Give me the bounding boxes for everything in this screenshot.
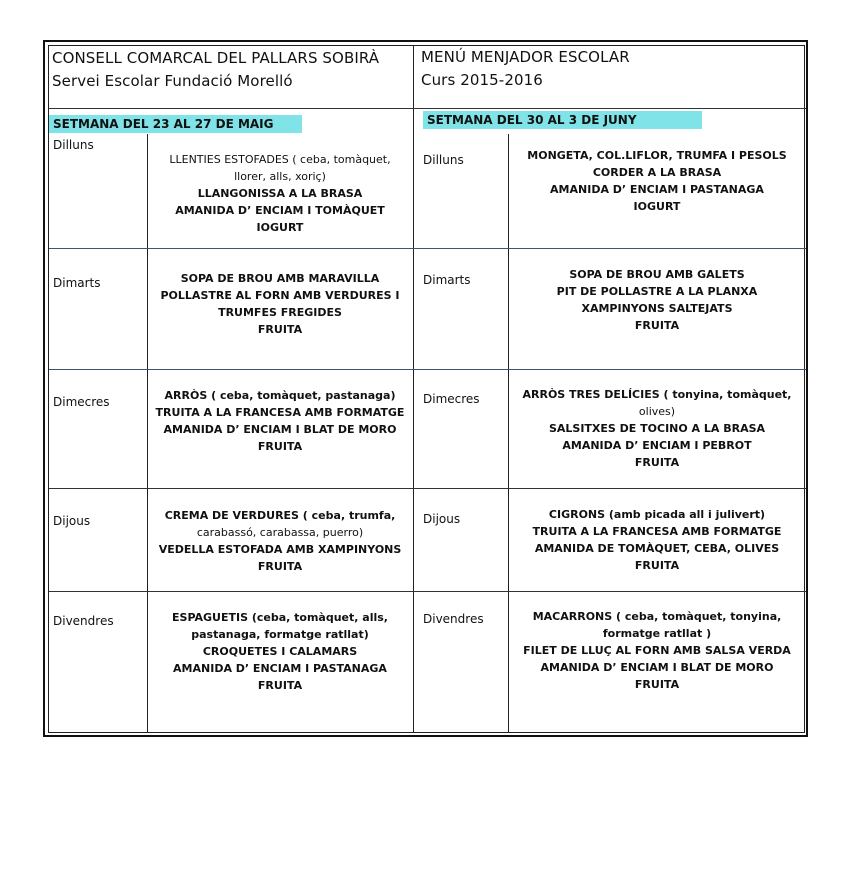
menu-cell [148, 151, 412, 236]
day-label: Dijous [423, 512, 461, 526]
menu-line: TRUITA A LA FRANCESA AMB FORMATGE [155, 406, 405, 419]
menu-line: ESPAGUETIS (ceba, tomàquet, alls, [172, 611, 388, 624]
day-label: Dimecres [423, 392, 480, 406]
menu-cell [148, 270, 412, 338]
header-separator [49, 108, 806, 109]
menu-cell [509, 386, 805, 471]
week-1-title: SETMANA DEL 23 AL 27 DE MAIG [49, 115, 302, 133]
menu-line: FRUITA [257, 440, 303, 453]
row-separator [49, 488, 806, 489]
row-separator [49, 591, 806, 592]
menu-line: LLANGONISSA A LA BRASA [197, 187, 363, 200]
menu-cell [148, 609, 412, 694]
menu-line: XAMPINYONS SALTEJATS [581, 302, 733, 315]
school-service: Servei Escolar Fundació Morelló [52, 72, 293, 90]
menu-line: AMANIDA D’ ENCIAM I PASTANAGA [173, 662, 387, 675]
day-label: Dimarts [53, 276, 101, 290]
menu-line: POLLASTRE AL FORN AMB VERDURES I [160, 289, 400, 302]
menu-line: MONGETA, COL.LIFLOR, TRUMFA I PESOLS [527, 149, 787, 162]
menu-line: olives) [638, 405, 676, 418]
council-name: CONSELL COMARCAL DEL PALLARS SOBIRÀ [52, 49, 380, 67]
menu-line: PIT DE POLLASTRE A LA PLANXA [556, 285, 758, 298]
menu-line: AMANIDA D’ ENCIAM I PEBROT [562, 439, 752, 452]
menu-line: SOPA DE BROU AMB GALETS [569, 268, 745, 281]
menu-line: ARRÒS TRES DELÍCIES ( tonyina, tomàquet, [522, 388, 792, 401]
week-2-title: SETMANA DEL 30 AL 3 DE JUNY [423, 111, 702, 129]
menu-line: FRUITA [634, 456, 680, 469]
menu-cell [148, 507, 412, 575]
day-label: Divendres [423, 612, 484, 626]
menu-line: TRUITA A LA FRANCESA AMB FORMATGE [532, 525, 782, 538]
menu-line: TRUMFES FREGIDES [218, 306, 342, 319]
menu-line: AMANIDA D’ ENCIAM I BLAT DE MORO [540, 661, 774, 674]
menu-line: AMANIDA D’ ENCIAM I TOMÀQUET [175, 204, 385, 217]
menu-line: formatge ratllat ) [602, 627, 712, 640]
menu-line: FILET DE LLUÇ AL FORN AMB SALSA VERDA [523, 644, 791, 657]
menu-cell [148, 387, 412, 455]
day-label: Dilluns [423, 153, 464, 167]
menu-line: IOGURT [633, 200, 681, 213]
menu-line: FRUITA [634, 559, 680, 572]
menu-line: AMANIDA DE TOMÀQUET, CEBA, OLIVES [534, 542, 780, 555]
menu-line: SOPA DE BROU AMB MARAVILLA [180, 272, 380, 285]
menu-line: MACARRONS ( ceba, tomàquet, tonyina, [532, 610, 782, 623]
day-label: Dijous [53, 514, 91, 528]
menu-line: LLENTIES ESTOFADES ( ceba, tomàquet, [169, 153, 391, 166]
menu-line: FRUITA [634, 678, 680, 691]
menu-line: IOGURT [256, 221, 304, 234]
menu-sheet [43, 40, 808, 737]
menu-line: pastanaga, formatge ratllat) [191, 628, 369, 641]
menu-cell [509, 608, 805, 693]
menu-line: VEDELLA ESTOFADA AMB XAMPINYONS [158, 543, 402, 556]
menu-line: FRUITA [257, 679, 303, 692]
day-label: Dilluns [53, 138, 94, 152]
menu-line: AMANIDA D’ ENCIAM I PASTANAGA [550, 183, 764, 196]
menu-line: FRUITA [257, 323, 303, 336]
menu-line: FRUITA [634, 319, 680, 332]
center-divider [413, 46, 414, 732]
day-label: Dimarts [423, 273, 471, 287]
menu-line: CREMA DE VERDURES ( ceba, trumfa, [164, 509, 396, 522]
menu-line: AMANIDA D’ ENCIAM I BLAT DE MORO [163, 423, 397, 436]
row-separator [49, 369, 806, 370]
menu-cell [509, 506, 805, 574]
menu-line: llorer, alls, xoriç) [234, 170, 326, 183]
day-label: Dimecres [53, 395, 110, 409]
menu-line: SALSITXES DE TOCINO A LA BRASA [548, 422, 766, 435]
menu-line: ARRÒS ( ceba, tomàquet, pastanaga) [164, 389, 396, 402]
menu-line: CIGRONS (amb picada all i julivert) [548, 508, 766, 521]
menu-cell [509, 147, 805, 215]
row-separator [49, 248, 806, 249]
menu-line: CROQUETES I CALAMARS [202, 645, 358, 658]
day-label: Divendres [53, 614, 114, 628]
course-year: Curs 2015-2016 [421, 71, 543, 89]
menu-line: carabassó, carabassa, puerro) [196, 526, 364, 539]
menu-line: FRUITA [257, 560, 303, 573]
menu-title: MENÚ MENJADOR ESCOLAR [421, 48, 630, 66]
menu-cell [509, 266, 805, 334]
menu-line: CORDER A LA BRASA [592, 166, 722, 179]
